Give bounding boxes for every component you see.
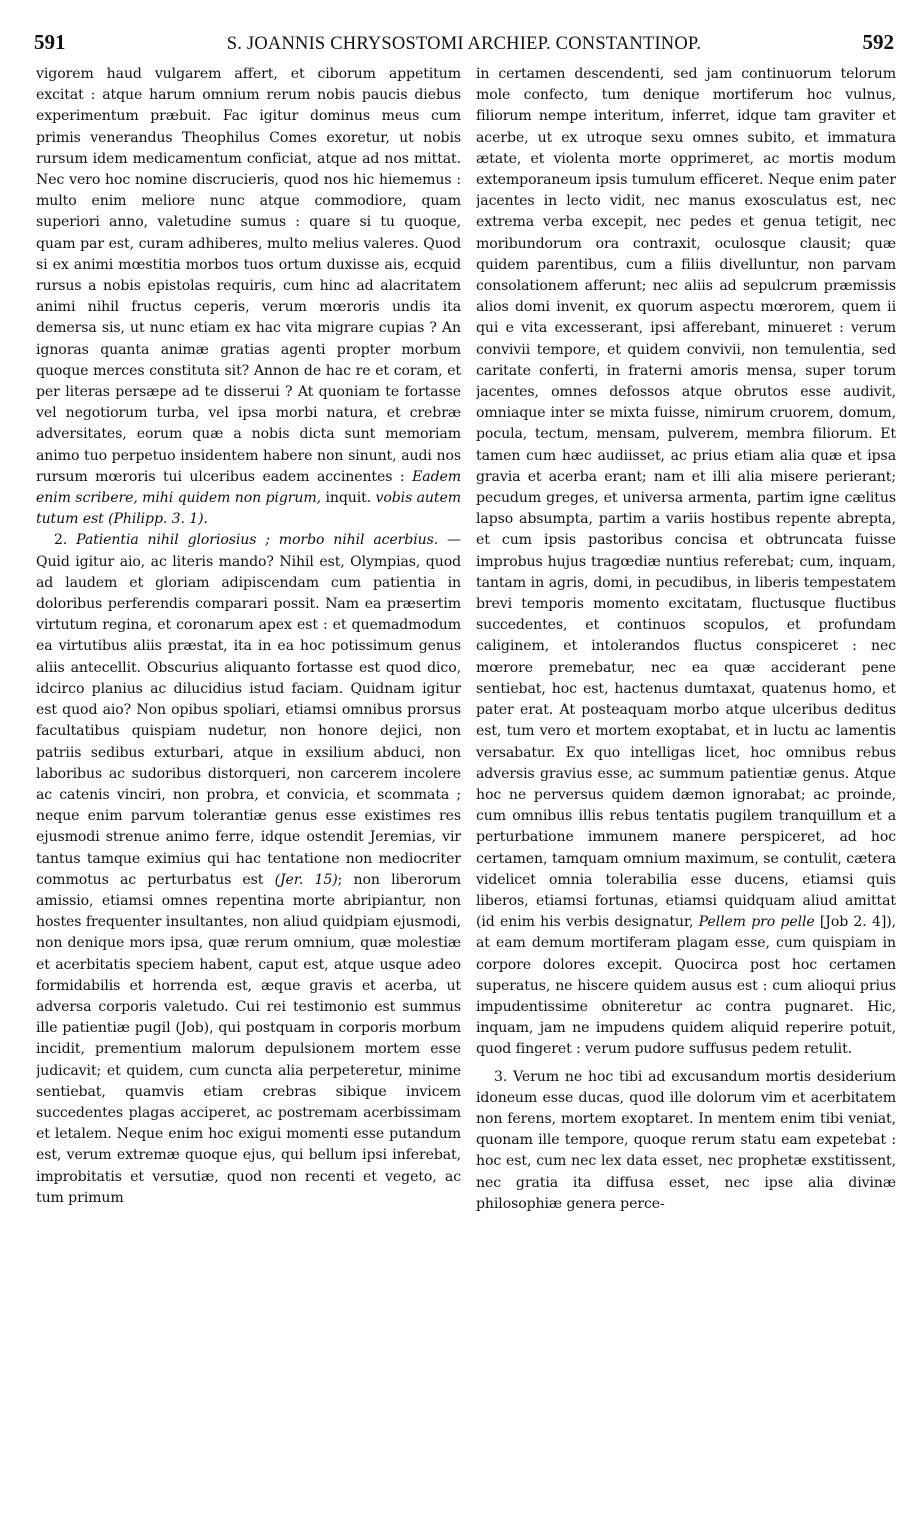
right-p1-ref: [Job 2. 4] xyxy=(819,914,887,931)
left-p1-quote: Eadem enim scribere, mihi quidem non pigrum, xyxy=(36,468,461,507)
right-p1-quote: Pellem pro pelle xyxy=(698,914,815,931)
left-paragraph-1 xyxy=(36,64,461,530)
left-column xyxy=(36,64,461,1498)
right-column xyxy=(476,64,896,1498)
section-number-2: 2. xyxy=(54,532,68,549)
right-p1-text: in certamen descendenti, sed jam continuorum telorum mole confecto, tum denique mortiferum hoc vulnus, filiorum nempe interitum, inferret, idque tam graviter et acerbe, ut ex utroque sexu omnes subito, et immatura ætate, et violenta morte opprimeret, ac mortis modum extemporaneum ipsis tumulum efficeret. Neque enim pater jacentes in lecto vidit, nec manus exosculatus est, nec extrema verba excepit, nec pedes et genua tetigit, nec moribundorum ora contraxit, oculosque clausit; quæ quidem parentibus, cum a filiis divelluntur, non parvam consolationem afferunt; nec aliis ad sepulcrum præmissis alios domi invenit, ex quorum aspectu mœrorem, quem ii qui e vita excesserant, ipsi afferebant, minueret : verum convivii tempore, et quidem convivii, non temulentia, sed caritate conferti, in fraterni amoris mensa, super torum jacentes, omnes defossos atque obrutos esse audivit, omniaque inter se mixta fuisse, nimirum cruorem, domum, pocula, tectum, mensam, pulverem, membra filiorum. Et tamen cum hæc audiisset, ac prius etiam alia quæ et ipsa gravia et acerba erant; nam et illi alia misere perierant; pecudum greges, et universa armenta, partim igne cælitus lapso absumpta, partim a variis hostibus repente abrepta, et cum ipsis pastoribus concisa et obtruncata fuisse improbus hujus tragœdiæ nuntius referebat; cum, inquam, tantam in agris, domi, in pecudibus, in liberis tempestatem brevi temporis momento excitatam, fluctusque fluctibus succedentes, et continuos scopulos, et profundam caliginem, et intolerandos fluctus conspiceret : nec mœrore premebatur, nec ea quæ acciderant pene sentiebat, hoc est, hactenus dumtaxat, quatenus homo, et pater erat. At posteaquam morbo atque ulceribus deditus est, tum vero et mortem exoptabat, et in luctu ac lamentis versabatur. Ex quo intelligas licet, hoc omnibus rebus adversis gravius esse, ac summum patientiæ genus. Atque hoc ne perversus quidem dæmon ignorabat; ac proinde, cum omnibus illis rebus tentatis pugilem tranquillum et a perturbatione immunem manere perspiceret, ad hoc certamen, tamquam omnium maximum, se contulit, cætera videlicet omnia tolerabilia esse ducens, etiamsi quis liberos, etiamsi fortunas, etiamsi quidquam aliud amittat (id enim his verbis designatur, xyxy=(476,66,896,931)
section-heading-2: Patientia nihil gloriosius ; morbo nihil acerbius. xyxy=(76,532,439,549)
left-p1-ref: (Philipp. 3. 1). xyxy=(108,511,208,528)
left-p2-text2: ; non liberorum amissio, etiamsi omnes repentina morte abripiantur, non hostes frequenter insultantes, non aliud quidpiam ejusmodi, non denique mors ipsa, quæ rerum omnium, quæ molestiæ et acerbitatis speciem habent, caput est, atque usque adeo formidabilis et horrenda est, æque gravis et acerba, ut adversa corporis valetudo. Cui rei testimonio est summus ille patientiæ pugil (Job), qui postquam in corporis morbum incidit, prementium malorum depulsionem mortem esse judicavit; et quidem, cum cuncta alia perpeteretur, minime sentiebat, quamvis etiam crebras sibique invicem succedentes plagas acciperet, ac postremam acerbissimam et letalem. Neque enim hoc exigui momenti esse putandum est, verum extremæ quoque ejus, qui bellum ipsi inferebat, improbitatis et versutiæ, quod non recenti et vegeto, ac tum primum xyxy=(36,871,461,1206)
left-p1-inquit: inquit. xyxy=(325,490,372,507)
right-paragraph-1 xyxy=(476,64,896,1061)
left-page-number: 591 xyxy=(34,30,66,54)
right-page-number: 592 xyxy=(862,30,894,54)
page-header xyxy=(34,30,894,58)
right-paragraph-2 xyxy=(476,1067,896,1215)
left-p1-quote2: vobis autem tutum est xyxy=(36,490,461,528)
left-p2-text: — Quid igitur aio, ac literis mando? Nihil est, Olympias, quod ad laudem et gloriam adipiscendam cum patientia in doloribus perferendis comparari possit. Nam ea præsertim virtutum regina, et coronarum apex est : et quemadmodum ea virtutibus aliis præstat, ita in ea hoc potissimum genus aliis antecellit. Obscurius aliquanto fortasse est quod dico, idcirco planius ac dilucidius istud faciam. Quidnam igitur est quod aio? Non opibus spoliari, etiamsi omnibus prorsus facultatibus quispiam nudetur, non honore dejici, non patriis sedibus exturbari, atque in exsilium abduci, non laboribus ac sudoribus distorqueri, non carcerem incolere ac catenis vinciri, non probra, et convicia, et scommata ; neque enim parvum tolerantiæ genus esse existimes res ejusmodi strenue animo ferre, idque ostendit Jeremias, vir tantus tamque eximius qui hac tentatione non mediocriter commotus ac perturbatus est xyxy=(36,532,461,888)
running-title: S. JOANNIS CHRYSOSTOMI ARCHIEP. CONSTANTINOP. xyxy=(226,34,702,54)
right-p1-text2: ), at eam demum mortiferam plagam esse, cum quispiam in corpore dolores excepit. Quocirca post hoc certamen superatus, ne hiscere quidem ausus est : cum alioqui prius impudentissime obniteretur ac contra pugnaret. Hic, inquam, jam ne impudens quidem aliquid reperire potuit, quod fingeret : verum pudore suffusus pedem retulit. xyxy=(476,914,896,1058)
left-p1-text: vigorem haud vulgarem affert, et ciborum appetitum excitat : atque harum omnium rerum nobis paucis diebus experimentum præbuit. Fac igitur dominus meus cum primis venerandus Theophilus Comes exoretur, ut nobis rursum idem medicamentum conficiat, atque ad nos mittat. Nec vero hoc nomine discrucieris, quod nos hic hiememus : multo enim meliore nunc atque commodiore, quam superiori anno, valetudine sumus : quare si tu quoque, quam par est, curam adhiberes, multo melius valeres. Quod si ex animi mœstitia morbos tuos ortum duxisse ais, ecquid rursus a nobis epistolas requiris, cum hinc ad alacritatem animi nihil fructus ceperis, verum mœroris undis ita demersa sis, ut nunc etiam ex hac vita migrare cupias ? An ignoras quanta animæ gratias agenti propter morbum quoque merces constituta sit? Annon de hac re et coram, et per literas persæpe ad te disserui ? At quoniam te fortasse vel negotiorum turba, vel ipsa morbi natura, et crebræ adversitates, eorum quæ a nobis dicta sunt memoriam animo tuo perpetuo insidentem habere non sinunt, audi nos rursum mœroris tui ulceribus eadem accinentes : xyxy=(36,66,461,485)
left-p2-ref: (Jer. 15) xyxy=(274,871,338,888)
right-p2-text: 3. Verum ne hoc tibi ad excusandum mortis desiderium idoneum esse ducas, quod ille dolorum vim et acerbitatem non ferens, mortem exoptaret. In mentem enim tibi veniat, quonam ille tempore, quoque rerum statu eam expetebat : hoc est, cum nec lex data esset, nec prophetæ exstitissent, nec gratia ita diffusa esset, nec ipse alia divinæ philosophiæ genera perce- xyxy=(476,1068,896,1212)
left-paragraph-2 xyxy=(36,530,461,1209)
